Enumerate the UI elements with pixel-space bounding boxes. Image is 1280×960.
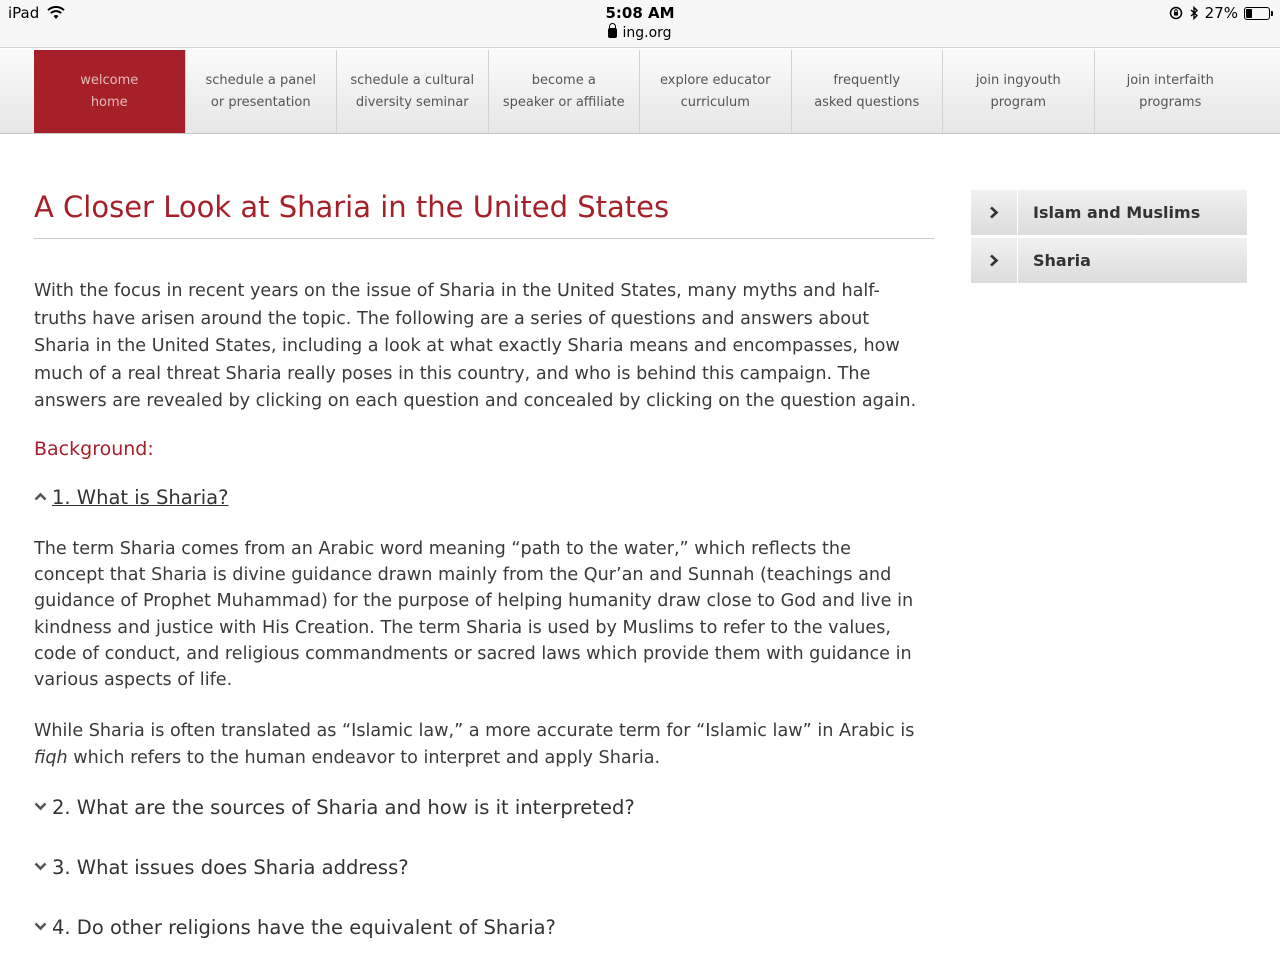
nav-items — [34, 50, 1246, 133]
section-heading: Background: — [34, 438, 154, 460]
sidebar-item-label: Islam and Muslims — [1033, 203, 1201, 222]
faq-question-label: 3. What issues does Sharia address? — [52, 856, 409, 879]
nav-item-ingyouth[interactable]: join ingyouth program — [943, 50, 1095, 133]
faq-question-label: 2. What are the sources of Sharia and how is it interpreted? — [52, 796, 635, 819]
battery-percent: 27% — [1204, 4, 1238, 22]
address-bar[interactable] — [0, 25, 1280, 41]
main-nav — [0, 49, 1280, 134]
intro-paragraph: With the focus in recent years on the issue of Sharia in the United States, many myths and half-truths have arisen around the topic. The following are a series of questions and answers about Sharia in the United States, including a look at what exactly Sharia means and encompasses, how much of a real threat Sharia really poses in this country, and who is behind this campaign. The answers are revealed by clicking on each question and concealed by clicking on the question again. — [34, 281, 917, 411]
nav-item-schedule-seminar[interactable]: schedule a cultural diversity seminar — [337, 50, 489, 133]
sidebar-item-sharia[interactable] — [971, 238, 1247, 285]
nav-item-faq[interactable]: frequently asked questions — [792, 50, 944, 133]
faq-question-label: 4. Do other religions have the equivalent of Sharia? — [52, 916, 556, 939]
faq-question-4[interactable] — [34, 916, 556, 939]
device-name: iPad — [8, 4, 40, 22]
bluetooth-icon — [1189, 6, 1199, 20]
rotation-lock-icon — [1169, 6, 1183, 20]
nav-item-become-speaker[interactable]: become a speaker or affiliate — [489, 50, 641, 133]
answer-text-part: which refers to the human endeavor to interpret and apply Sharia. — [67, 748, 661, 768]
chevron-down-icon — [34, 860, 52, 875]
faq-answer-1-paragraph-1: The term Sharia comes from an Arabic word meaning “path to the water,” which reflects the concept that Sharia is divine guidance drawn mainly from the Qur’an and Sunnah (teachings and guidance of Prophet Muhammad) for the purpose of helping humanity draw close to God and live in kindness and justice with His Creation. The term Sharia is used by Muslims to refer to the values, code of conduct, and religious commandments or sacred laws which provide them with guidance in various aspects of life. — [34, 539, 914, 691]
status-right — [1169, 4, 1270, 22]
chevron-down-icon — [34, 920, 52, 935]
battery-fill — [1246, 9, 1252, 18]
faq-question-label: 1. What is Sharia? — [52, 486, 229, 509]
faq-question-1[interactable] — [34, 486, 228, 509]
chevron-right-icon — [971, 189, 1018, 236]
title-divider — [34, 238, 934, 239]
page-title: A Closer Look at Sharia in the United States — [34, 190, 670, 224]
faq-answer-1-paragraph-2 — [34, 718, 924, 772]
status-bar — [0, 0, 1280, 48]
nav-item-educator-curriculum[interactable]: explore educator curriculum — [640, 50, 792, 133]
faq-question-2[interactable] — [34, 796, 635, 819]
faq-question-3[interactable] — [34, 856, 409, 879]
battery-icon — [1244, 7, 1270, 20]
answer-emphasis: fiqh — [34, 748, 68, 768]
nav-item-schedule-panel[interactable]: schedule a panel or presentation — [186, 50, 338, 133]
nav-item-interfaith[interactable]: join interfaith programs — [1126, 72, 1214, 110]
nav-item-welcome-home[interactable]: welcome home — [34, 50, 186, 133]
chevron-down-icon — [34, 800, 52, 815]
lock-icon — [608, 28, 617, 38]
chevron-right-icon — [971, 237, 1018, 284]
answer-text-part: While Sharia is often translated as “Islamic law,” a more accurate term for “Islamic law” in Arabic is — [34, 721, 915, 741]
sidebar-item-islam-and-muslims[interactable] — [971, 190, 1247, 237]
sidebar — [971, 190, 1247, 285]
url-text: ing.org — [622, 25, 672, 41]
sidebar-item-label: Sharia — [1033, 251, 1091, 270]
chevron-up-icon — [34, 490, 52, 505]
status-time: 5:08 AM — [605, 4, 675, 22]
